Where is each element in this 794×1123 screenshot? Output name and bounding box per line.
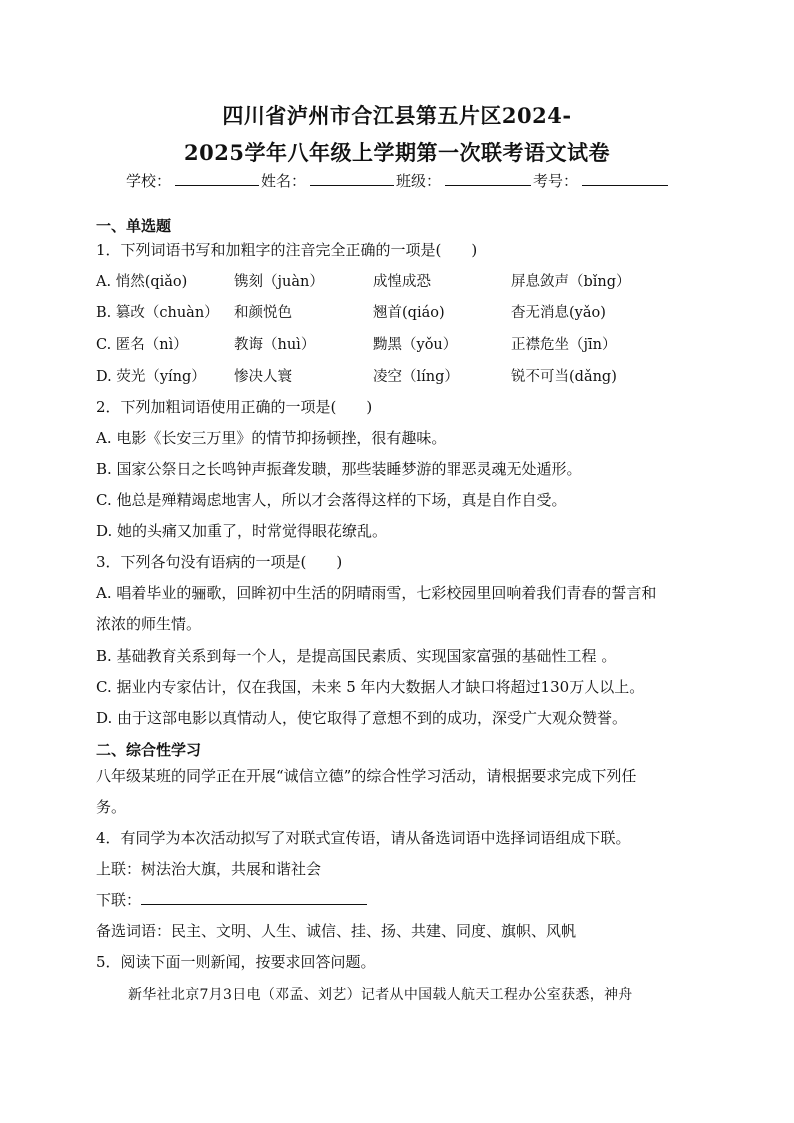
couplet-lower-line [96,889,367,910]
question-2-stem: 2．下列加粗词语使用正确的一项是( ) [96,398,373,416]
q1-option-a-item-3: 成惶成恐 [373,274,431,290]
q1-option-c-item-4: 正襟危坐（jīn） [511,337,617,353]
q1-option-c-item-3: 黝黑（yǒu） [373,337,458,353]
name-field[interactable] [310,171,394,186]
q3-option-c: C. 据业内专家估计，仅在我国，未来 5 年内大数据人才缺口将超过130万人以上。 [96,678,645,696]
school-label: 学校： [126,172,172,190]
q1-option-c-item-1: C. 匿名（nì） [96,337,188,353]
question-4-stem: 4．有同学为本次活动拟写了对联式宣传语，请从备选词语中选择词语组成下联。 [96,829,631,847]
couplet-lower-answer-field[interactable] [141,890,367,905]
question-3-stem: 3．下列各句没有语病的一项是( ) [96,553,343,571]
q1-option-b-item-1: B. 篡改（chuàn） [96,305,219,321]
exam-title-line-2: 2025学年八年级上学期第一次联考语文试卷 [184,140,610,165]
couplet-lower-label: 下联： [96,891,142,909]
news-excerpt: 新华社北京7月3日电（邓孟、刘艺）记者从中国载人航天工程办公室获悉，神舟 [128,987,633,1003]
exam-number-label: 考号： [533,172,579,190]
q2-option-b: B. 国家公祭日之长鸣钟声振聋发聩，那些装睡梦游的罪恶灵魂无处遁形。 [96,460,582,478]
q1-option-d-item-3: 凌空（líng） [373,369,459,385]
q1-option-b-item-2: 和颜悦色 [234,305,292,321]
candidate-words: 备选词语：民主、文明、人生、诚信、挂、扬、共建、同度、旗帜、风帆 [96,922,577,940]
section-2-intro-line-1: 八年级某班的同学正在开展“诚信立德”的综合性学习活动，请根据要求完成下列任 [96,767,637,785]
school-field[interactable] [175,171,259,186]
q1-option-d-item-2: 惨决人寰 [234,369,292,385]
q1-option-a-item-1: A. 悄然(qiǎo) [96,274,188,290]
section-heading-single-choice: 一、单选题 [96,217,172,235]
q2-option-d: D. 她的头痛又加重了，时常觉得眼花缭乱。 [96,522,388,540]
q3-option-b: B. 基础教育关系到每一个人，是提高国民素质、实现国家富强的基础性工程 。 [96,647,617,665]
couplet-upper-line: 上联：树法治大旗，共展和谐社会 [96,860,322,878]
q1-option-d-item-4: 锐不可当(dǎng) [511,369,617,385]
class-field[interactable] [445,171,531,186]
q1-option-a-item-4: 屏息敛声（bǐng） [511,274,631,290]
q1-option-b-item-3: 翘首(qiáo) [373,305,445,321]
student-info-row [126,170,670,191]
class-label: 班级： [396,172,442,190]
exam-number-field[interactable] [582,171,668,186]
q2-option-a: A. 电影《长安三万里》的情节抑扬顿挫，很有趣味。 [96,429,447,447]
q1-option-c-item-2: 教诲（huì） [234,337,316,353]
q1-option-d-item-1: D. 荧光（yíng） [96,369,206,385]
q3-option-a-line-1: A. 唱着毕业的骊歌，回眸初中生活的阴晴雨雪，七彩校园里回响着我们青春的誓言和 [96,584,657,602]
name-label: 姓名： [261,172,307,190]
q2-option-c: C. 他总是殚精竭虑地害人，所以才会落得这样的下场，真是自作自受。 [96,491,567,509]
q1-option-a-item-2: 镌刻（juàn） [234,274,324,290]
section-heading-comprehensive-study: 二、综合性学习 [96,741,202,759]
question-5-stem: 5．阅读下面一则新闻，按要求回答问题。 [96,953,376,971]
question-1-stem: 1．下列词语书写和加粗字的注音完全正确的一项是( ) [96,241,478,259]
exam-title-line-1: 四川省泸州市合江县第五片区2024- [222,103,572,128]
q3-option-a-line-2: 浓浓的师生情。 [96,615,202,633]
q1-option-b-item-4: 杳无消息(yǎo) [511,305,606,321]
section-2-intro-line-2: 务。 [96,798,127,816]
q3-option-d: D. 由于这部电影以真情动人，使它取得了意想不到的成功，深受广大观众赞誉。 [96,709,628,727]
